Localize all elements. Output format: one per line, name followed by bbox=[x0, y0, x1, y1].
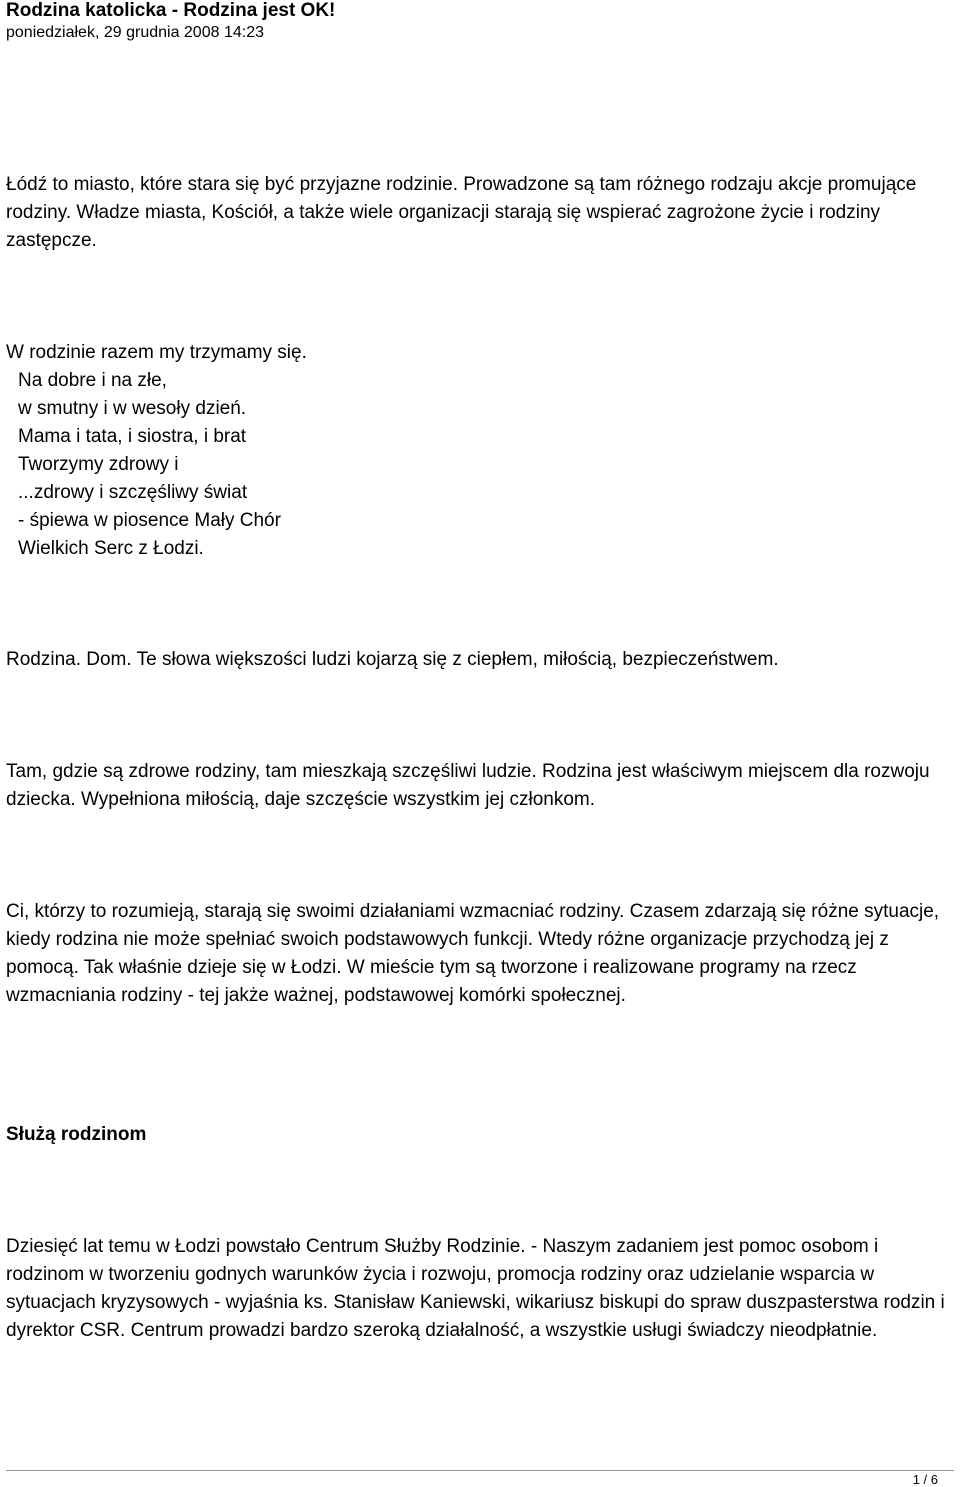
poem-line: - śpiewa w piosence Mały Chór bbox=[18, 510, 281, 531]
poem-line: Na dobre i na złe, bbox=[18, 370, 167, 391]
poem-line: Wielkich Serc z Łodzi. bbox=[18, 538, 204, 559]
paragraph: Tam, gdzie są zdrowe rodziny, tam mieszkają szczęśliwi ludzie. Rodzina jest właściwym miejscem dla rozwoju dziecka. Wypełniona miłością, daje szczęście wszystkim jej członkom. bbox=[6, 761, 930, 810]
intro-paragraph: Łódź to miasto, które stara się być przyjazne rodzinie. Prowadzone są tam różnego rodzaju akcje promujące rodziny. Władze miasta, Kościół, a także wiele organizacji starają się wspierać zagrożone życie i rodziny zastępcze. bbox=[6, 174, 917, 251]
page-number: 1 / 6 bbox=[912, 1472, 938, 1487]
poem-line: W rodzinie razem my trzymamy się. bbox=[6, 342, 307, 363]
document-title: Rodzina katolicka - Rodzina jest OK! bbox=[6, 0, 336, 21]
paragraph: Rodzina. Dom. Te słowa większości ludzi kojarzą się z ciepłem, miłością, bezpieczeństwem. bbox=[6, 649, 779, 670]
poem-line: ...zdrowy i szczęśliwy świat bbox=[18, 482, 248, 503]
poem-line: w smutny i w wesoły dzień. bbox=[18, 398, 247, 419]
publish-date: poniedziałek, 29 grudnia 2008 14:23 bbox=[6, 24, 264, 41]
section-heading: Służą rodzinom bbox=[6, 1124, 147, 1145]
paragraph: Dziesięć lat temu w Łodzi powstało Centrum Służby Rodzinie. - Naszym zadaniem jest pomoc osobom i rodzinom w tworzeniu godnych warunków życia i rozwoju, promocja rodziny oraz udzielanie wsparcia w sytuacjach kryzysowych - wyjaśnia ks. Stanisław Kaniewski, wikariusz biskupi do spraw duszpasterstwa rodzin i dyrektor CSR. Centrum prowadzi bardzo szeroką działalność, a wszystkie usługi świadczy nieodpłatnie. bbox=[6, 1236, 945, 1341]
footer-divider bbox=[6, 1470, 954, 1471]
song-quote bbox=[6, 339, 307, 563]
paragraph: Ci, którzy to rozumieją, starają się swoimi działaniami wzmacniać rodziny. Czasem zdarzają się różne sytuacje, kiedy rodzina nie może spełniać swoich podstawowych funkcji. Wtedy różne organizacje przychodzą jej z pomocą. Tak właśnie dzieje się w Łodzi. W mieście tym są tworzone i realizowane programy na rzecz wzmacniania rodziny - tej jakże ważnej, podstawowej komórki społecznej. bbox=[6, 901, 940, 1006]
poem-line: Tworzymy zdrowy i bbox=[18, 454, 179, 475]
poem-line: Mama i tata, i siostra, i brat bbox=[18, 426, 247, 447]
